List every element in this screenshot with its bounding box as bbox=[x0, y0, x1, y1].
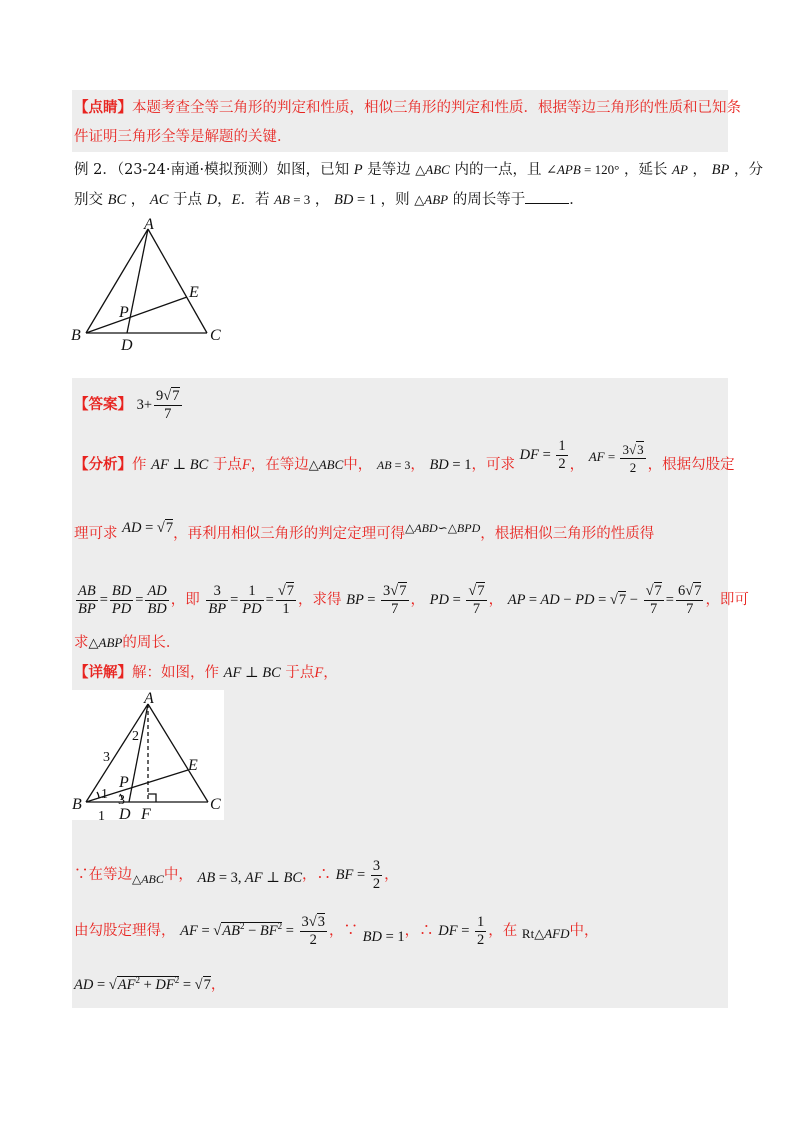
answer-denominator: 7 bbox=[164, 405, 172, 422]
example-text: ， bbox=[130, 192, 146, 208]
solution-line-2 bbox=[74, 908, 598, 949]
solution-text: 中， bbox=[163, 867, 193, 883]
analysis-text: 于点 bbox=[212, 457, 242, 473]
analysis-text: ， bbox=[569, 457, 585, 473]
fig1-label-A: A bbox=[144, 216, 154, 233]
example-text: 是等边 bbox=[367, 162, 411, 178]
fig2-angle-1: 1 bbox=[101, 787, 108, 802]
math-triangle-AFD: △AFD bbox=[534, 925, 570, 941]
solution-line-1 bbox=[74, 858, 399, 893]
fig2-angle-3: 3 bbox=[118, 793, 125, 808]
solution-text: ， bbox=[210, 976, 226, 993]
math-AP: AP bbox=[672, 162, 688, 177]
tip-line-2 bbox=[74, 127, 292, 147]
tip-line-1 bbox=[74, 98, 741, 118]
math-AP-value: AP = AD − PD = √7 − $\frac{√7}{7}$ = $\frac{6√7}{7}$ bbox=[507, 583, 702, 618]
detail-text: 于点 bbox=[285, 665, 315, 681]
math-triangle-ABP: △ABP bbox=[88, 635, 123, 650]
math-AD-pythagoras: AD = $√AF^2 + DF^2 = √7$ bbox=[74, 975, 211, 993]
fig2-label-C: C bbox=[210, 796, 221, 813]
math-BD-1: BD = 1 bbox=[429, 457, 472, 473]
analysis-line-2 bbox=[74, 520, 655, 544]
math-angle-APB: ∠APB = 120° bbox=[546, 162, 620, 177]
math-BC: BC bbox=[107, 192, 127, 208]
figure-1-triangle bbox=[66, 216, 236, 356]
analysis-text: ，求得 bbox=[298, 592, 342, 608]
solution-text: ∴ bbox=[419, 922, 434, 939]
math-AF-perp-BC: AF ⊥ BC bbox=[151, 457, 209, 473]
fig1-label-C: C bbox=[210, 327, 221, 344]
math-AB-3: AB = 3, AF ⊥ BC bbox=[197, 870, 303, 886]
analysis-text: ，根据勾股定 bbox=[647, 457, 735, 473]
solution-text: 中， bbox=[569, 922, 599, 939]
solution-text: ∵ bbox=[343, 922, 359, 939]
math-ratio-values: $\frac{3}{BP}$ = $\frac{1}{PD}$ = $\frac{√7}{1}$ bbox=[208, 583, 295, 618]
fig2-label-E: E bbox=[188, 757, 198, 774]
example-text: 于点 bbox=[173, 192, 202, 208]
example-text: ． bbox=[569, 192, 584, 208]
answer-fraction bbox=[154, 388, 181, 423]
math-F: F bbox=[314, 665, 324, 681]
math-rt-label: Rt bbox=[521, 925, 535, 941]
solution-text: ，在 bbox=[488, 922, 518, 939]
example-text: 别交 bbox=[74, 192, 103, 208]
math-BD-1: BD = 1 bbox=[362, 928, 405, 945]
math-similar-triangles: △ABD∽△BPD bbox=[405, 521, 481, 535]
answer-blank bbox=[525, 190, 569, 204]
fig2-angle-2: 2 bbox=[132, 729, 139, 744]
math-BP-value: BP = $\frac{3√7}{7}$ bbox=[346, 583, 407, 618]
math-DF-half: DF = $\frac{1}{2}$ bbox=[519, 438, 566, 473]
answer-plus: + bbox=[143, 397, 153, 413]
math-AF-perp-BC: AF ⊥ BC bbox=[223, 665, 281, 681]
example-text: ，分 bbox=[733, 162, 763, 178]
fig2-label-A: A bbox=[144, 690, 154, 707]
fig2-label-P: P bbox=[119, 774, 129, 791]
analysis-line-1 bbox=[74, 438, 735, 484]
solution-text: ， bbox=[384, 867, 399, 883]
solution-text: ∴ bbox=[316, 867, 332, 883]
solution-text: 由勾股定理得， bbox=[74, 922, 176, 939]
tip-label: 【点睛】 bbox=[74, 99, 132, 116]
math-E: E bbox=[231, 192, 241, 208]
example-text: ，延长 bbox=[623, 162, 668, 178]
fig1-label-B: B bbox=[71, 327, 81, 344]
analysis-text: ， bbox=[410, 592, 426, 608]
solution-text: ， bbox=[404, 922, 420, 939]
math-ratio-equation: $\frac{AB}{BP}$ = $\frac{BD}{PD}$ = $\frac{AD}{BD}$ bbox=[78, 583, 167, 618]
fig1-label-P: P bbox=[119, 304, 129, 321]
analysis-text: ， bbox=[488, 592, 504, 608]
math-AF-value: AF = $\frac{3√3}{2}$ bbox=[588, 441, 644, 475]
analysis-text: 作 bbox=[132, 457, 147, 473]
math-P: P bbox=[353, 162, 363, 178]
analysis-text: 的周长． bbox=[122, 635, 181, 651]
analysis-text: ，即可 bbox=[705, 592, 749, 608]
answer-radicand: 7 bbox=[172, 387, 180, 404]
math-AC: AC bbox=[149, 192, 169, 208]
math-PD-value: PD = $\frac{√7}{7}$ bbox=[429, 583, 485, 618]
solution-text: ∵在等边 bbox=[74, 867, 132, 883]
analysis-text: ，根据相似三角形的性质得 bbox=[480, 526, 655, 542]
fig1-label-D: D bbox=[121, 337, 133, 354]
analysis-text: 理可求 bbox=[74, 526, 118, 542]
answer-int: 3 bbox=[136, 397, 144, 413]
math-triangle-ABC: △ABC bbox=[415, 162, 450, 177]
math-BF-value: BF = $\frac{3}{2}$ bbox=[335, 858, 381, 893]
analysis-text: ，即 bbox=[170, 592, 200, 608]
example-text: ．若 bbox=[240, 192, 270, 208]
example-line-1 bbox=[74, 160, 763, 180]
math-D: D bbox=[206, 192, 218, 208]
fig2-label-B: B bbox=[72, 796, 82, 813]
solution-line-3 bbox=[74, 968, 225, 997]
example-text: ，则 bbox=[380, 192, 410, 208]
analysis-text: 求 bbox=[74, 635, 89, 651]
example-text: ， bbox=[692, 162, 708, 178]
analysis-text: ，再利用相似三角形的判定定理可得 bbox=[173, 526, 406, 542]
math-F: F bbox=[241, 457, 251, 473]
math-BD-1: BD = 1 bbox=[334, 192, 377, 208]
analysis-line-3 bbox=[74, 580, 749, 620]
tip-text-2: 件证明三角形全等是解题的关键． bbox=[74, 129, 292, 145]
detail-text: 解：如图，作 bbox=[132, 665, 219, 681]
example-text: ， bbox=[314, 192, 330, 208]
math-AF-pythagoras: AF = $√AB^2 - BF^2$ = $\frac{3√3}{2}$ bbox=[180, 914, 326, 948]
math-AD-sqrt7: AD = √7 bbox=[122, 520, 174, 536]
fig2-side-1: 1 bbox=[98, 809, 105, 820]
analysis-line-4 bbox=[74, 633, 180, 653]
fig2-side-3: 3 bbox=[103, 750, 110, 765]
math-AB-3: AB = 3 bbox=[376, 458, 411, 472]
math-triangle-ABC: △ABC bbox=[132, 872, 164, 886]
example-text: 例 2．（23-24·南通·模拟预测）如图，已知 bbox=[74, 162, 350, 178]
analysis-text: ，可求 bbox=[471, 457, 515, 473]
fig2-label-F: F bbox=[141, 806, 151, 820]
tip-text-1: 本题考查全等三角形的判定和性质，相似三角形的判定和性质．根据等边三角形的性质和已知条 bbox=[132, 100, 741, 116]
example-text: ， bbox=[217, 192, 232, 208]
fig1-label-E: E bbox=[189, 284, 199, 301]
math-DF-value: DF = $\frac{1}{2}$ bbox=[438, 914, 485, 948]
answer-num-coef: 9 bbox=[156, 387, 164, 404]
answer-line bbox=[74, 386, 184, 424]
answer-label: 【答案】 bbox=[74, 396, 132, 413]
example-text: 内的一点，且 bbox=[454, 162, 542, 178]
answer-numerator: 9√7 bbox=[156, 387, 180, 404]
figure-2-triangle bbox=[72, 690, 224, 820]
solution-text: ， bbox=[329, 922, 344, 939]
math-BP: BP bbox=[711, 162, 730, 178]
math-triangle-ABC: △ABC bbox=[308, 457, 344, 472]
math-AB-3: AB = 3 bbox=[274, 192, 311, 207]
analysis-label: 【分析】 bbox=[74, 456, 132, 473]
fig2-label-D: D bbox=[119, 806, 131, 820]
analysis-text: 中， bbox=[343, 457, 373, 473]
detail-label: 【详解】 bbox=[74, 664, 132, 681]
solution-text: ， bbox=[302, 867, 317, 883]
math-triangle-ABP: △ABP bbox=[414, 192, 449, 207]
example-text: 的周长等于 bbox=[452, 192, 526, 208]
analysis-text: ，在等边 bbox=[250, 457, 309, 473]
detail-line bbox=[74, 663, 338, 683]
detail-text: ， bbox=[323, 665, 338, 681]
example-line-2 bbox=[74, 190, 584, 210]
analysis-text: ， bbox=[410, 457, 425, 473]
